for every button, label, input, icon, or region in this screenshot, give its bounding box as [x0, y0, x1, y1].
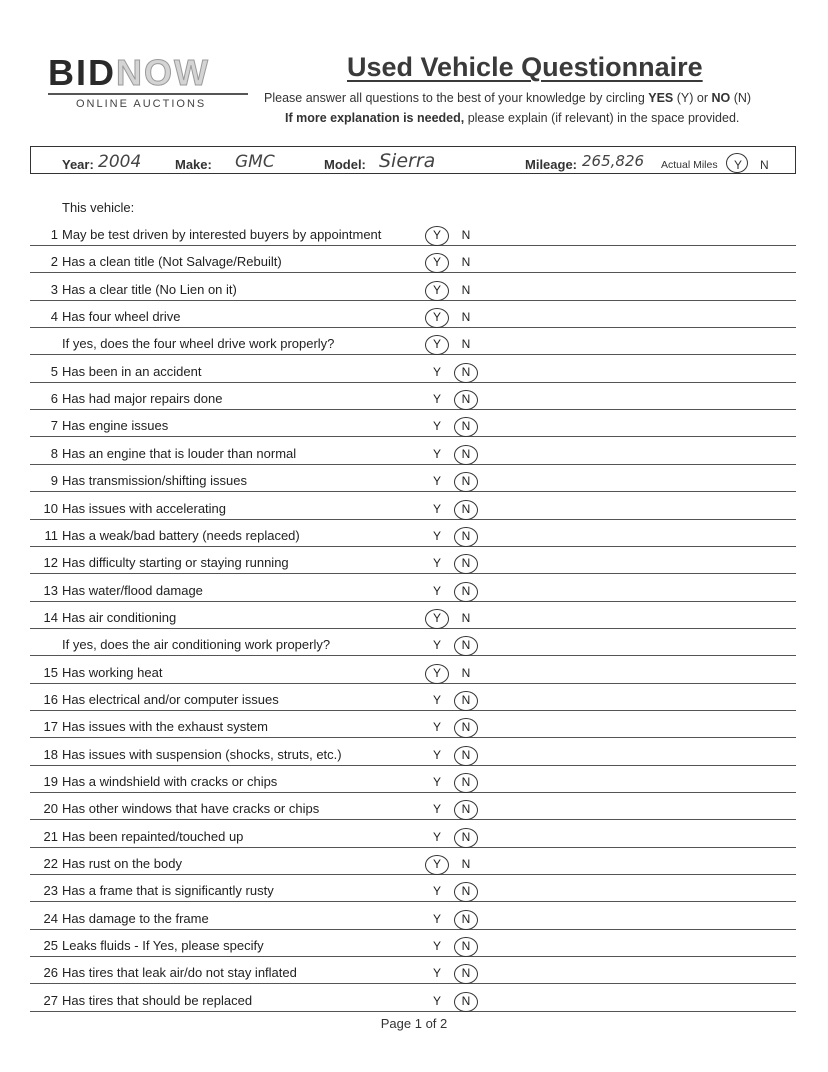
logo-wordmark: BIDNOW	[48, 52, 210, 93]
question-text: If yes, does the four wheel drive work properly?	[62, 336, 335, 352]
question-number: 12	[43, 555, 58, 571]
question-row	[30, 300, 796, 328]
question-row	[30, 546, 796, 574]
question-row	[30, 683, 796, 711]
answer-circle	[454, 910, 478, 930]
answer-yes[interactable]: Y	[432, 993, 441, 1008]
answer-yes[interactable]: Y	[432, 337, 441, 352]
answer-circle	[454, 828, 478, 848]
question-text: Has a windshield with cracks or chips	[62, 774, 278, 789]
question-row	[30, 656, 796, 684]
logo-subtitle: ONLINE AUCTIONS	[76, 98, 207, 110]
question-text: Has water/flood damage	[62, 582, 203, 598]
answer-circle	[425, 609, 449, 629]
answer-yes[interactable]: Y	[432, 884, 441, 899]
question-text: May be test driven by interested buyers by appointment	[62, 227, 382, 242]
answer-no[interactable]: N	[461, 228, 471, 242]
answer-circle	[454, 773, 478, 793]
question-number: 22	[43, 856, 58, 872]
answer-yes[interactable]: Y	[432, 501, 441, 516]
question-number: 6	[50, 391, 58, 407]
answer-circle	[454, 937, 478, 957]
question-number: 20	[43, 801, 58, 817]
answer-yes[interactable]: Y	[432, 310, 441, 325]
question-row	[30, 738, 796, 766]
answer-yes[interactable]: Y	[432, 911, 441, 926]
question-text: Has transmission/shifting issues	[62, 473, 247, 489]
mileage-value[interactable]: 265,826	[582, 152, 645, 170]
question-number: 3	[50, 281, 58, 297]
question-text: Has damage to the frame	[62, 910, 209, 926]
answer-no[interactable]: N	[461, 310, 471, 325]
question-text: Has other windows that have cracks or chips	[62, 801, 320, 817]
answer-no[interactable]: N	[461, 583, 471, 598]
question-number: 10	[43, 500, 58, 516]
question-text: Has had major repairs done	[62, 391, 223, 407]
answer-circle	[454, 390, 478, 410]
answer-no[interactable]: N	[461, 556, 471, 571]
question-number: 7	[50, 418, 58, 434]
question-text: Has been in an accident	[62, 363, 202, 379]
answer-circle	[425, 281, 449, 301]
question-number: 13	[43, 582, 58, 598]
question-row	[30, 874, 796, 902]
answer-yes[interactable]: Y	[432, 446, 441, 461]
answer-yes[interactable]: Y	[432, 939, 441, 954]
question-text: Has a frame that is significantly rusty	[62, 883, 274, 899]
question-number: 9	[50, 473, 58, 489]
question-number: 15	[43, 664, 58, 680]
question-row	[30, 327, 796, 355]
model-label: Model:	[324, 157, 366, 172]
question-text: If yes, does the air conditioning work properly?	[62, 637, 331, 653]
question-number: 25	[43, 938, 58, 954]
answer-circle	[454, 445, 478, 465]
answer-yes[interactable]: Y	[432, 556, 441, 571]
question-number: 11	[44, 527, 58, 543]
answer-no[interactable]: N	[461, 392, 471, 407]
question-text: Has engine issues	[62, 418, 169, 434]
question-row	[30, 820, 796, 848]
answer-circle	[454, 527, 478, 547]
question-number: 23	[43, 883, 58, 899]
answer-yes[interactable]: Y	[432, 747, 441, 762]
question-row	[30, 355, 796, 383]
question-text: Has been repainted/touched up	[62, 828, 244, 844]
question-row	[30, 601, 796, 629]
question-number: 2	[50, 254, 58, 270]
question-number: 21	[43, 828, 58, 844]
answer-no[interactable]: N	[461, 364, 471, 379]
actual-miles-label: Actual Miles	[661, 159, 718, 171]
question-number: 16	[43, 691, 58, 707]
question-text: Leaks fluids - If Yes, please specify	[62, 938, 264, 954]
answer-no[interactable]: N	[461, 747, 471, 762]
answer-circle	[454, 417, 478, 437]
question-text: Has tires that should be replaced	[62, 992, 253, 1008]
question-row	[30, 792, 796, 820]
instructions-line-2: If more explanation is needed, please explain (if relevant) in the space provided.	[285, 111, 740, 125]
answer-circle	[454, 554, 478, 574]
question-text: Has a clear title (No Lien on it)	[62, 281, 237, 297]
answer-yes[interactable]: Y	[432, 282, 441, 297]
question-text: Has a weak/bad battery (needs replaced)	[62, 527, 300, 543]
answer-circle	[454, 992, 478, 1012]
question-number: 4	[50, 309, 58, 325]
question-row	[30, 273, 796, 301]
question-number: 19	[43, 774, 58, 789]
answer-no[interactable]: N	[461, 939, 471, 954]
answer-yes[interactable]: Y	[432, 829, 441, 844]
question-number: 17	[43, 719, 58, 735]
question-number: 27	[43, 992, 58, 1008]
question-text: Has working heat	[62, 664, 163, 680]
question-number: 8	[50, 445, 58, 461]
answer-no[interactable]: N	[461, 419, 471, 434]
answer-yes[interactable]: Y	[432, 419, 441, 434]
answer-no[interactable]: N	[461, 528, 471, 543]
answer-no[interactable]: N	[461, 282, 471, 297]
answer-circle	[454, 718, 478, 738]
question-text: Has issues with accelerating	[62, 500, 227, 516]
answer-circle	[425, 253, 449, 273]
question-row	[30, 902, 796, 930]
page-number: Page 1 of 2	[380, 1016, 448, 1031]
answer-yes[interactable]: Y	[432, 720, 441, 735]
answer-no[interactable]: N	[461, 610, 471, 625]
question-row	[30, 218, 796, 246]
answer-no[interactable]: N	[461, 911, 471, 926]
question-row	[30, 492, 796, 520]
answer-circle	[454, 964, 478, 984]
answer-no[interactable]: N	[461, 474, 471, 489]
answer-no[interactable]: N	[461, 692, 471, 707]
year-label: Year:	[62, 157, 94, 172]
answer-no[interactable]: N	[461, 337, 471, 352]
question-text: Has a clean title (Not Salvage/Rebuilt)	[62, 254, 282, 270]
question-text: Has issues with the exhaust system	[62, 719, 268, 735]
answer-circle	[454, 363, 478, 383]
question-row	[30, 574, 796, 602]
answer-no[interactable]: N	[461, 775, 471, 789]
answer-circle	[454, 800, 478, 820]
question-number: 5	[50, 363, 58, 379]
question-text: Has difficulty starting or staying running	[62, 555, 289, 571]
answer-yes[interactable]: Y	[432, 638, 441, 653]
answer-yes[interactable]: Y	[432, 692, 441, 707]
question-row	[30, 464, 796, 492]
answer-yes[interactable]: Y	[432, 802, 441, 817]
question-text: Has tires that leak air/do not stay inflated	[62, 965, 297, 981]
answer-no[interactable]: N	[461, 802, 471, 817]
question-row	[30, 437, 796, 465]
question-number: 26	[43, 965, 58, 981]
section-heading: This vehicle:	[62, 200, 135, 215]
question-text: Has an engine that is louder than normal	[62, 445, 297, 461]
answer-yes[interactable]: Y	[432, 474, 441, 489]
answer-no[interactable]: N	[461, 966, 471, 981]
logo-rule	[48, 93, 248, 95]
question-row	[30, 765, 796, 793]
answer-yes[interactable]: Y	[432, 392, 441, 407]
answer-yes[interactable]: Y	[432, 665, 441, 680]
question-row	[30, 245, 796, 273]
answer-circle	[425, 664, 449, 684]
answer-circle	[425, 855, 449, 875]
answer-no[interactable]: N	[461, 665, 471, 680]
answer-circle	[454, 882, 478, 902]
answer-yes[interactable]: Y	[432, 364, 441, 379]
bidnow-logo	[48, 52, 248, 110]
answer-circle	[454, 746, 478, 766]
model-value[interactable]: Sierra	[379, 150, 436, 172]
answer-yes[interactable]: Y	[432, 610, 441, 625]
answer-circle	[454, 582, 478, 602]
answer-yes[interactable]: Y	[432, 583, 441, 598]
question-row	[30, 847, 796, 875]
answer-no[interactable]: N	[461, 884, 471, 899]
question-text: Has rust on the body	[62, 856, 182, 872]
question-text: Has electrical and/or computer issues	[62, 691, 279, 707]
answer-no[interactable]: N	[461, 993, 471, 1008]
answer-circle	[454, 500, 478, 520]
answer-circle	[425, 335, 449, 355]
answer-yes[interactable]: Y	[432, 857, 441, 872]
answer-yes[interactable]: Y	[432, 966, 441, 981]
actual-miles-yes[interactable]: Y	[734, 158, 743, 172]
make-label: Make:	[175, 157, 212, 172]
question-text: Has four wheel drive	[62, 309, 181, 325]
answer-circle	[454, 691, 478, 711]
make-value[interactable]: GMC	[235, 152, 275, 172]
answer-yes[interactable]: Y	[432, 528, 441, 543]
answer-no[interactable]: N	[461, 857, 471, 872]
question-row	[30, 929, 796, 957]
answer-circle	[454, 636, 478, 656]
answer-yes[interactable]: Y	[432, 775, 441, 789]
answer-circle	[425, 226, 449, 246]
question-row	[30, 519, 796, 547]
answer-no[interactable]: N	[461, 829, 471, 844]
question-number: 14	[43, 609, 58, 625]
question-number: 18	[43, 746, 58, 762]
answer-no[interactable]: N	[461, 255, 471, 270]
answer-no[interactable]: N	[461, 638, 471, 653]
question-number: 1	[50, 227, 58, 242]
answer-yes[interactable]: Y	[432, 228, 441, 242]
actual-miles-no[interactable]: N	[760, 158, 769, 172]
question-row	[30, 956, 796, 984]
instructions-line-1: Please answer all questions to the best of your knowledge by circling YES (Y) or NO (N)	[264, 91, 752, 105]
question-row	[30, 710, 796, 738]
answer-yes[interactable]: Y	[432, 255, 441, 270]
answer-no[interactable]: N	[461, 501, 471, 516]
page-title: Used Vehicle Questionnaire	[347, 52, 703, 82]
answer-circle	[454, 472, 478, 492]
answer-circle	[425, 308, 449, 328]
mileage-label: Mileage:	[525, 157, 578, 172]
question-row	[30, 984, 796, 1012]
answer-no[interactable]: N	[461, 720, 471, 735]
question-row	[30, 382, 796, 410]
question-row	[30, 409, 796, 437]
actual-miles-yes-circle	[726, 153, 748, 173]
question-text: Has air conditioning	[62, 609, 177, 625]
question-text: Has issues with suspension (shocks, struts, etc.)	[62, 746, 342, 762]
question-row	[30, 628, 796, 656]
year-value[interactable]: 2004	[98, 152, 142, 172]
question-number: 24	[43, 910, 58, 926]
answer-no[interactable]: N	[461, 446, 471, 461]
